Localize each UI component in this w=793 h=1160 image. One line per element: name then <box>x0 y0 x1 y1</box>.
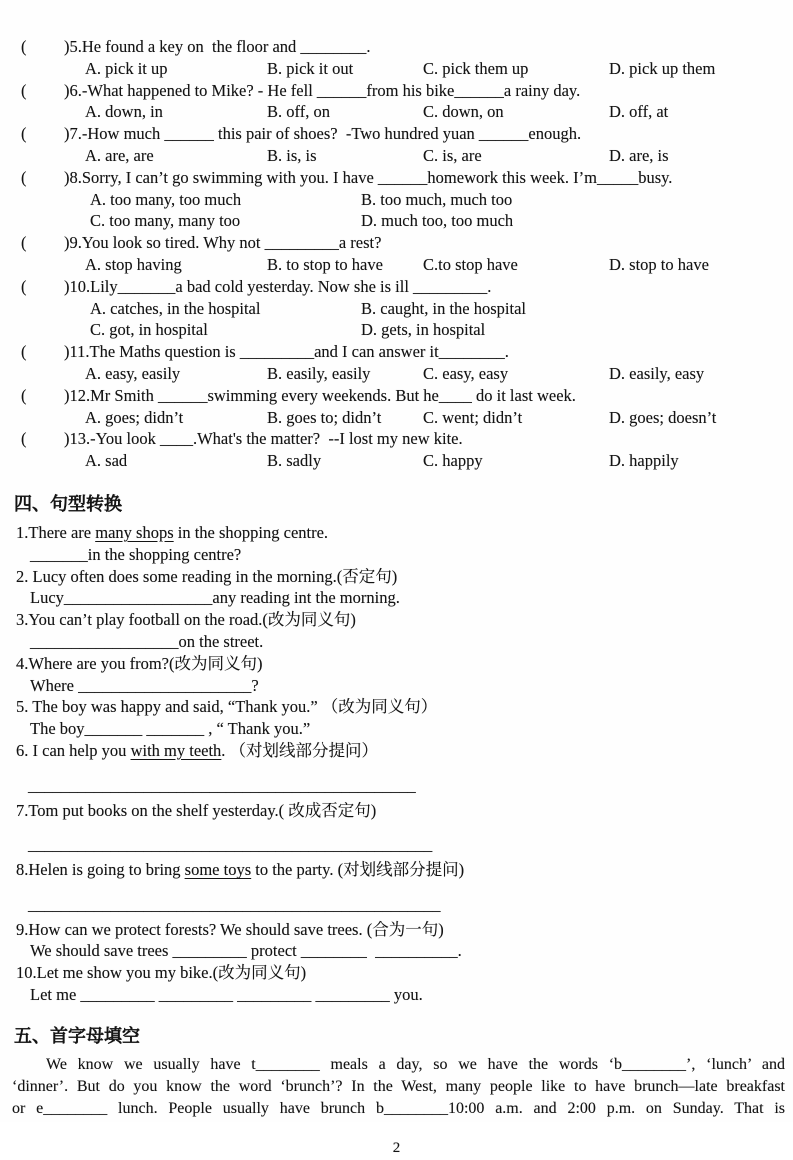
question-stem: )12.Mr Smith ______swimming every weekends. But he____ do it last week. <box>64 385 576 405</box>
mcq-question-7 <box>0 123 793 167</box>
transform-item-2 <box>0 566 793 610</box>
option-d: D. much too, too much <box>361 211 514 231</box>
mcq-question-6 <box>0 80 793 124</box>
answer-blank-rule: __________________________________________________ <box>28 894 441 914</box>
mcq-question-8 <box>0 167 793 232</box>
mcq-question-11 <box>0 341 793 385</box>
option-d: D. pick up them <box>609 58 716 78</box>
answer-bracket: ( <box>21 429 27 449</box>
item-text: in the shopping centre. <box>173 522 329 542</box>
question-stem: )7.-How much ______ this pair of shoes? -Two hundred yuan ______enough. <box>64 124 582 144</box>
section-sentence-transformation <box>0 492 793 1006</box>
option-c: C. went; didn’t <box>423 407 523 427</box>
underlined-phrase: with my teeth <box>130 740 222 760</box>
option-b: B. easily, easily <box>267 363 371 383</box>
option-b: B. is, is <box>267 145 317 165</box>
answer-line: The boy_______ _______ , “ Thank you.” <box>30 719 311 739</box>
page-number: 2 <box>392 1139 401 1156</box>
item-text: 7.Tom put books on the shelf yesterday.( 改成否定句) <box>16 800 377 820</box>
item-text: 3.You can’t play football on the road.(改为同义句) <box>16 610 356 630</box>
option-c: C. down, on <box>423 102 504 122</box>
option-d: D. happily <box>609 451 679 471</box>
answer-line: Let me _________ _________ _________ _________ you. <box>30 985 423 1005</box>
transform-item-4 <box>0 653 793 697</box>
option-a: A. goes; didn’t <box>85 407 184 427</box>
option-c: C. pick them up <box>423 58 529 78</box>
transform-item-3 <box>0 609 793 653</box>
option-a: A. easy, easily <box>85 363 181 383</box>
transform-item-9 <box>0 919 793 963</box>
transform-item-8 <box>0 859 793 916</box>
mcq-question-12 <box>0 385 793 429</box>
question-stem: )13.-You look ____.What's the matter? --I lost my new kite. <box>64 429 463 449</box>
option-b: B. goes to; didn’t <box>267 407 382 427</box>
underlined-phrase: many shops <box>95 522 174 542</box>
mcq-question-5 <box>0 36 793 80</box>
option-b: B. pick it out <box>267 58 354 78</box>
answer-blank-rule: _______________________________________________ <box>28 775 416 795</box>
item-text: 4.Where are you from?(改为同义句) <box>16 653 263 673</box>
option-c: C. happy <box>423 451 483 471</box>
item-text: . （对划线部分提问） <box>221 740 379 760</box>
question-stem: )6.-What happened to Mike? - He fell ______from his bike______a rainy day. <box>64 80 581 100</box>
paragraph-line: or e________ lunch. People usually have brunch b________10:00 a.m. and 2:00 p.m. on Sunday. That is <box>12 1099 785 1117</box>
transform-item-1 <box>0 522 793 566</box>
answer-line: We should save trees _________ protect ________ __________. <box>30 941 462 961</box>
option-a: A. are, are <box>85 145 154 165</box>
option-d: D. are, is <box>609 145 669 165</box>
mcq-question-9 <box>0 232 793 276</box>
option-a: A. sad <box>85 451 128 471</box>
answer-bracket: ( <box>21 124 27 144</box>
option-b: B. too much, much too <box>361 189 513 209</box>
item-text: 8.Helen is going to bring <box>16 860 185 880</box>
item-text: 2. Lucy often does some reading in the morning.(否定句) <box>16 566 398 586</box>
answer-bracket: ( <box>21 385 27 405</box>
option-a: A. catches, in the hospital <box>90 298 261 318</box>
answer-bracket: ( <box>21 80 27 100</box>
question-stem: )8.Sorry, I can’t go swimming with you. I have ______homework this week. I’m_____busy. <box>64 167 673 187</box>
answer-blank-rule: _________________________________________________ <box>28 835 433 855</box>
answer-line: Lucy__________________any reading int the morning. <box>30 588 400 608</box>
option-c: C.to stop have <box>423 254 518 274</box>
item-text: 10.Let me show you my bike.(改为同义句) <box>16 963 307 983</box>
option-a: A. pick it up <box>85 58 168 78</box>
option-d: D. goes; doesn’t <box>609 407 717 427</box>
transform-item-5 <box>0 696 793 740</box>
question-stem: )11.The Maths question is _________and I can answer it________. <box>64 342 509 362</box>
option-d: D. easily, easy <box>609 363 705 383</box>
question-stem: )10.Lily_______a bad cold yesterday. Now she is ill _________. <box>64 276 492 296</box>
option-d: D. off, at <box>609 102 669 122</box>
mcq-question-10 <box>0 276 793 341</box>
option-c: C. too many, many too <box>90 211 241 231</box>
underlined-phrase: some toys <box>184 860 252 880</box>
mcq-question-13 <box>0 428 793 472</box>
option-d: D. gets, in hospital <box>361 320 486 340</box>
answer-bracket: ( <box>21 342 27 362</box>
transform-item-7 <box>0 800 793 857</box>
option-b: B. to stop to have <box>267 254 383 274</box>
answer-bracket: ( <box>21 167 27 187</box>
paragraph-line: ‘dinner’. But do you know the word ‘brunch’? In the West, many people like to have brunch—late breakfast <box>12 1077 785 1095</box>
transform-item-6 <box>0 740 793 797</box>
section-title: 四、句型转换 <box>14 493 122 514</box>
option-d: D. stop to have <box>609 254 709 274</box>
question-stem: )5.He found a key on the floor and ________. <box>64 37 371 56</box>
transform-item-10 <box>0 962 793 1006</box>
section-first-letter-cloze <box>0 1024 793 1120</box>
question-stem: )9.You look so tired. Why not _________a rest? <box>64 233 382 253</box>
answer-bracket: ( <box>21 276 27 296</box>
option-c: C. is, are <box>423 145 482 165</box>
option-c: C. easy, easy <box>423 363 509 383</box>
option-b: B. sadly <box>267 451 322 471</box>
option-b: B. off, on <box>267 102 330 122</box>
item-text: to the party. (对划线部分提问) <box>251 860 465 880</box>
cloze-paragraph <box>12 1054 785 1120</box>
section-multiple-choice <box>0 36 793 472</box>
answer-line: _______in the shopping centre? <box>30 544 242 564</box>
answer-line: Where _____________________? <box>30 675 259 695</box>
item-text: 1.There are <box>16 522 96 542</box>
option-a: A. too many, too much <box>90 189 242 209</box>
item-text: 5. The boy was happy and said, “Thank you.” （改为同义句） <box>16 697 438 717</box>
item-text: 6. I can help you <box>16 740 131 760</box>
answer-line: __________________on the street. <box>30 631 264 651</box>
section-title: 五、首字母填空 <box>14 1025 140 1046</box>
option-a: A. down, in <box>85 102 163 122</box>
item-text: 9.How can we protect forests? We should save trees. (合为一句) <box>16 919 444 939</box>
answer-bracket: ( <box>21 233 27 253</box>
option-c: C. got, in hospital <box>90 320 208 340</box>
option-a: A. stop having <box>85 254 182 274</box>
option-b: B. caught, in the hospital <box>361 298 526 318</box>
paragraph-line: We know we usually have t________ meals a day, so we have the words ‘b________’, ‘lunch’ and <box>46 1055 785 1073</box>
answer-bracket: ( <box>21 37 27 56</box>
